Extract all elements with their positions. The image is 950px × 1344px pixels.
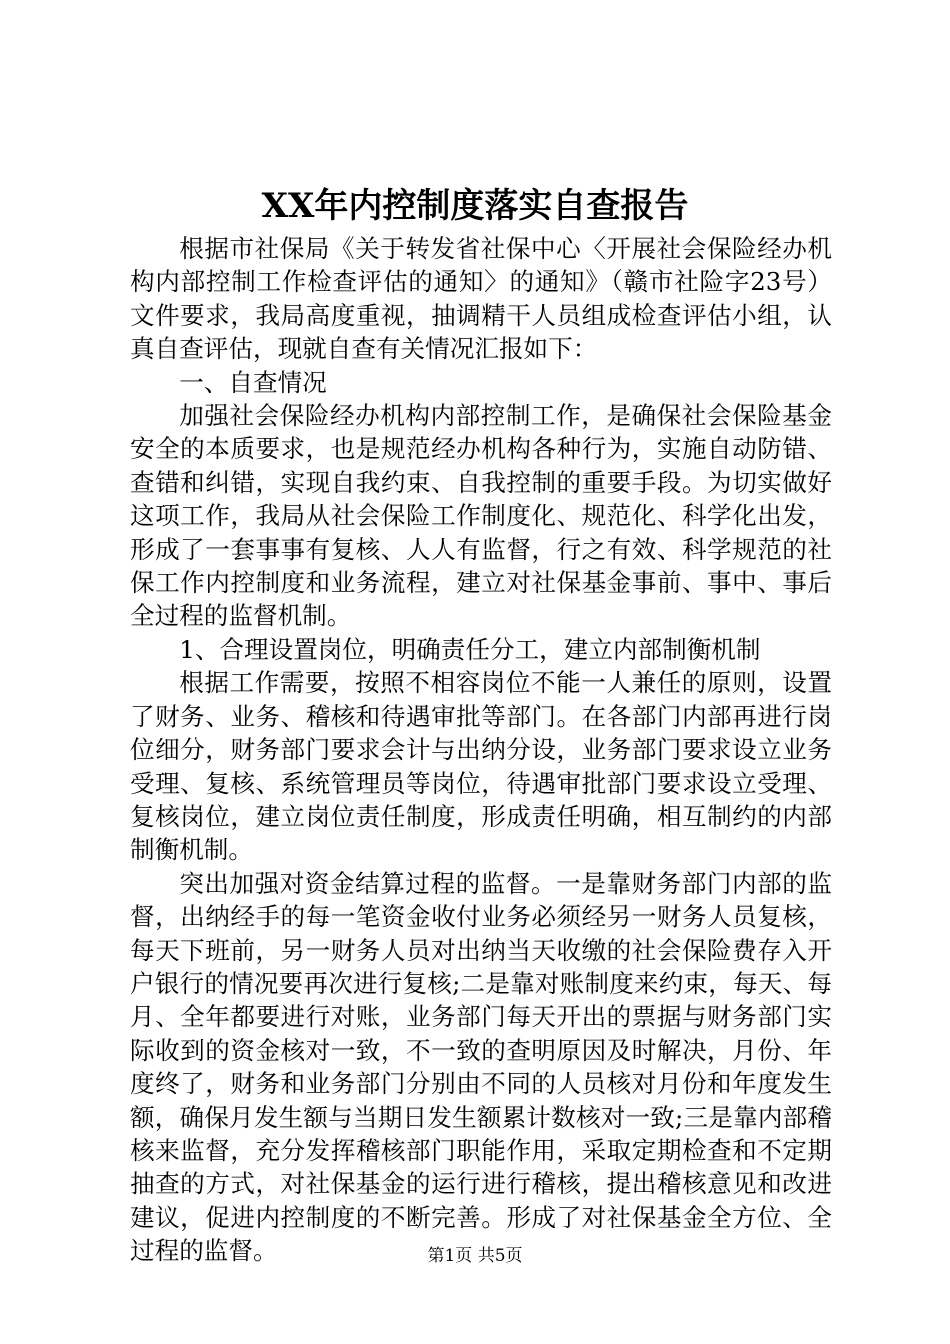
document-title: XX年内控制度落实自查报告 — [261, 186, 689, 226]
paragraph-fund-supervision: 突出加强对资金结算过程的监督。一是靠财务部门内部的监督，出纳经手的每一笔资金收付业务必须经另一财务人员复核，每天下班前，另一财务人员对出纳当天收缴的社会保险费存入开户银行的情况要再次进行复核;二是靠对账制度来约束，每天、每月、全年都要进行对账，业务部门每天开出的票据与财务部门实际收到的资金核对一致，不一致的查明原因及时解决，月份、年度终了，财务和业务部门分别由不同的人员核对月份和年度发生额，确保月发生额与当期日发生额累计数核对一致;三是靠内部稽核来监督，充分发挥稽核部门职能作用，采取定期检查和不定期抽查的方式，对社保基金的运行进行稽核，提出稽核意见和改进建议，促进内控制度的不断完善。形成了对社保基金全方位、全过程的监督。 — [130, 868, 832, 1266]
subsection-heading-1: 1、合理设置岗位，明确责任分工，建立内部制衡机制 — [179, 634, 761, 664]
document-body — [130, 232, 832, 1268]
paragraph-intro: 根据市社保局《关于转发省社保中心〈开展社会保险经办机构内部控制工作检查评估的通知〉的通知》（赣市社险字23号）文件要求，我局高度重视，抽调精干人员组成检查评估小组，认真自查评估，现就自查有关情况汇报如下： — [130, 234, 832, 364]
paragraph-positions: 根据工作需要，按照不相容岗位不能一人兼任的原则，设置了财务、业务、稽核和待遇审批等部门。在各部门内部再进行岗位细分，财务部门要求会计与出纳分设，业务部门要求设立业务受理、复核、系统管理员等岗位，待遇审批部门要求设立受理、复核岗位，建立岗位责任制度，形成责任明确，相互制约的内部制衡机制。 — [130, 668, 832, 865]
page-footer: 第1页 共5页 — [427, 1246, 523, 1266]
paragraph-self-check: 加强社会保险经办机构内部控制工作，是确保社会保险基金安全的本质要求，也是规范经办机构各种行为，实施自动防错、查错和纠错，实现自我约束、自我控制的重要手段。为切实做好这项工作，我局从社会保险工作制度化、规范化、科学化出发，形成了一套事事有复核、人人有监督，行之有效、科学规范的社保工作内控制度和业务流程，建立对社保基金事前、事中、事后全过程的监督机制。 — [130, 401, 832, 631]
section-heading-self-check: 一、自查情况 — [179, 367, 327, 397]
